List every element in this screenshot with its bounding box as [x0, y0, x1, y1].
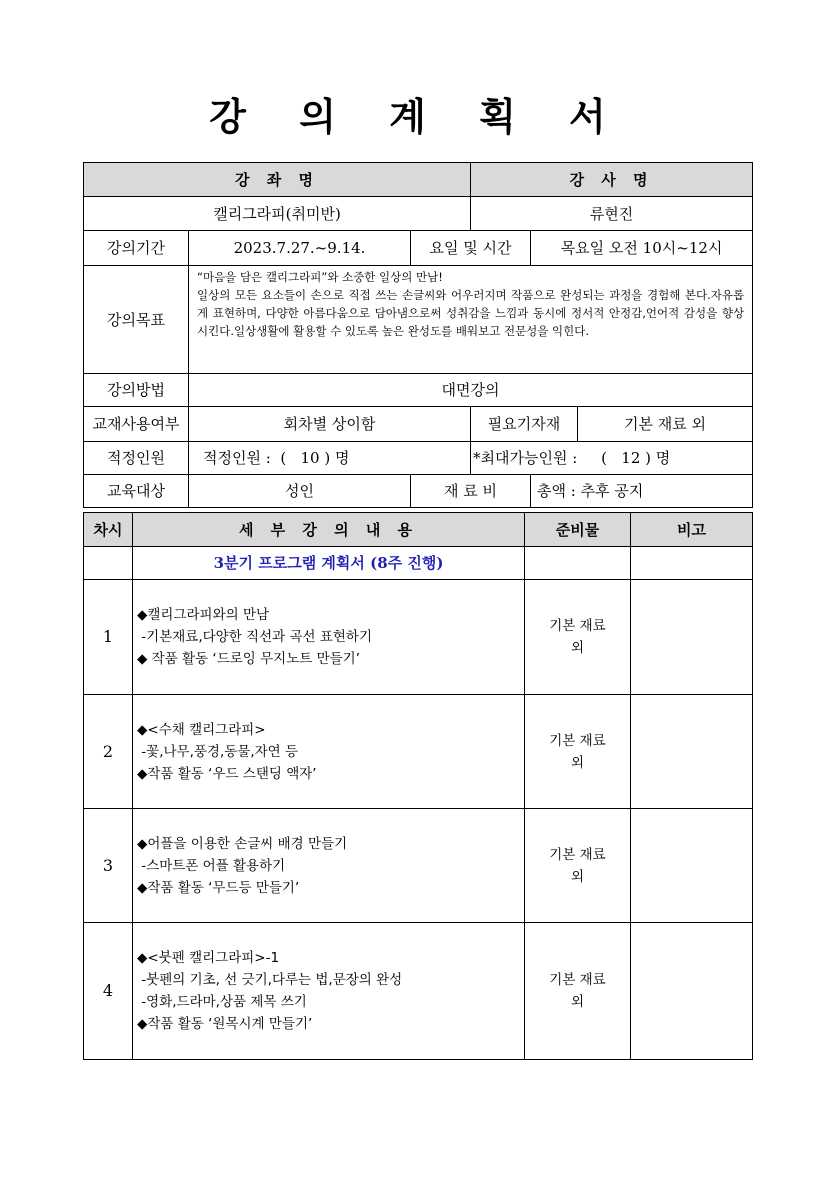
- content-line: -기본재료,다양한 직선과 곡선 표현하기: [137, 629, 372, 645]
- method-value: 대면강의: [189, 374, 753, 407]
- session-number: 1: [84, 580, 133, 695]
- session-number: 2: [84, 695, 133, 809]
- session-note: [631, 580, 753, 695]
- program-subtitle: 3분기 프로그램 계획서 (8주 진행): [133, 547, 525, 580]
- session-note: [631, 809, 753, 923]
- page-title: 강 의 계 획 서: [209, 95, 626, 139]
- table-row: [84, 580, 753, 695]
- course-name-value: 캘리그라피(취미반): [84, 197, 471, 231]
- material-fee-value: 총액 : 추후 공지: [531, 475, 753, 508]
- content-line: -붓펜의 기초, 선 긋기,다루는 법,문장의 완성: [137, 972, 403, 988]
- subtitle-blank: [525, 547, 631, 580]
- goal-line: 일상의 모든 요소들이 손으로 직접 쓰는 손글씨와 어우러지며 작품으로 완성되는 과정을 경험해 본다.자유롭게 표현하며, 다양한 아름다움으로 담아냄으로써 성취감을 느낌과 동시에 정서적 안정감,언어적 감성을 향상시킨다.일상생활에 활용할 수 있도록 높은 완성도를 배워보고 전문성을 익힌다.: [197, 288, 745, 338]
- prep-header: 준비물: [525, 513, 631, 547]
- content-line: ◆<붓펜 캘리그라피>-1: [137, 950, 280, 966]
- textbook-label: 교재사용여부: [84, 407, 189, 442]
- session-note: [631, 695, 753, 809]
- period-value: 2023.7.27.~9.14.: [189, 231, 411, 266]
- equipment-label: 필요기자재: [471, 407, 578, 442]
- prep-line: 외: [570, 994, 585, 1010]
- prep-line: 외: [570, 640, 585, 656]
- content-line: ◆ 작품 활동 ‘드로잉 무지노트 만들기’: [137, 651, 360, 667]
- prep-line: 외: [570, 754, 585, 771]
- capacity-value: 적정인원 : ( 10 ) 명: [189, 442, 471, 475]
- capacity-label: 적정인원: [84, 442, 189, 475]
- session-prep: [525, 809, 631, 923]
- prep-line: 외: [570, 868, 585, 885]
- prep-line: 기본 재료: [549, 972, 606, 988]
- goal-label: 강의목표: [84, 266, 189, 374]
- table-row: [84, 923, 753, 1060]
- table-row: [84, 809, 753, 923]
- content-line: -영화,드라마,상품 제목 쓰기: [137, 994, 307, 1010]
- textbook-value: 회차별 상이함: [189, 407, 471, 442]
- material-fee-label: 재 료 비: [411, 475, 531, 508]
- session-prep: [525, 695, 631, 809]
- content-line: ◆캘리그라피와의 만남: [137, 607, 270, 623]
- course-info-table: [83, 162, 753, 508]
- session-content: [133, 923, 525, 1060]
- session-content: [133, 695, 525, 809]
- target-value: 성인: [189, 475, 411, 508]
- equipment-value: 기본 재료 외: [578, 407, 753, 442]
- max-capacity-value: *최대가능인원 : ( 12 ) 명: [471, 442, 753, 475]
- content-line: ◆작품 활동 ‘우드 스탠딩 액자’: [137, 765, 317, 782]
- instructor-header: 강 사 명: [471, 163, 753, 197]
- session-content: [133, 809, 525, 923]
- instructor-value: 류현진: [471, 197, 753, 231]
- subtitle-blank: [631, 547, 753, 580]
- session-number: 3: [84, 809, 133, 923]
- content-line: ◆작품 활동 ‘무드등 만들기’: [137, 879, 300, 896]
- content-line: ◆작품 활동 ‘원목시계 만들기’: [137, 1016, 313, 1032]
- session-prep: [525, 580, 631, 695]
- target-label: 교육대상: [84, 475, 189, 508]
- detail-plan-table: [83, 512, 753, 1060]
- goal-line: “마음을 담은 캘리그라피”와 소중한 일상의 만남!: [197, 270, 443, 284]
- prep-line: 기본 재료: [549, 732, 606, 749]
- table-row: [84, 695, 753, 809]
- subtitle-blank: [84, 547, 133, 580]
- note-header: 비고: [631, 513, 753, 547]
- session-number: 4: [84, 923, 133, 1060]
- day-time-value: 목요일 오전 10시~12시: [531, 231, 753, 266]
- content-line: ◆<수채 캘리그라피>: [137, 721, 266, 738]
- session-content: [133, 580, 525, 695]
- content-line: -스마트폰 어플 활용하기: [137, 857, 286, 874]
- content-line: -꽃,나무,풍경,동물,자연 등: [137, 743, 299, 760]
- goal-text: [189, 266, 753, 374]
- prep-line: 기본 재료: [549, 846, 606, 863]
- session-note: [631, 923, 753, 1060]
- session-header: 차시: [84, 513, 133, 547]
- session-prep: [525, 923, 631, 1060]
- period-label: 강의기간: [84, 231, 189, 266]
- content-header: 세 부 강 의 내 용: [133, 513, 525, 547]
- method-label: 강의방법: [84, 374, 189, 407]
- course-name-header: 강 좌 명: [84, 163, 471, 197]
- day-time-label: 요일 및 시간: [411, 231, 531, 266]
- content-line: ◆어플을 이용한 손글씨 배경 만들기: [137, 835, 348, 852]
- prep-line: 기본 재료: [549, 618, 606, 634]
